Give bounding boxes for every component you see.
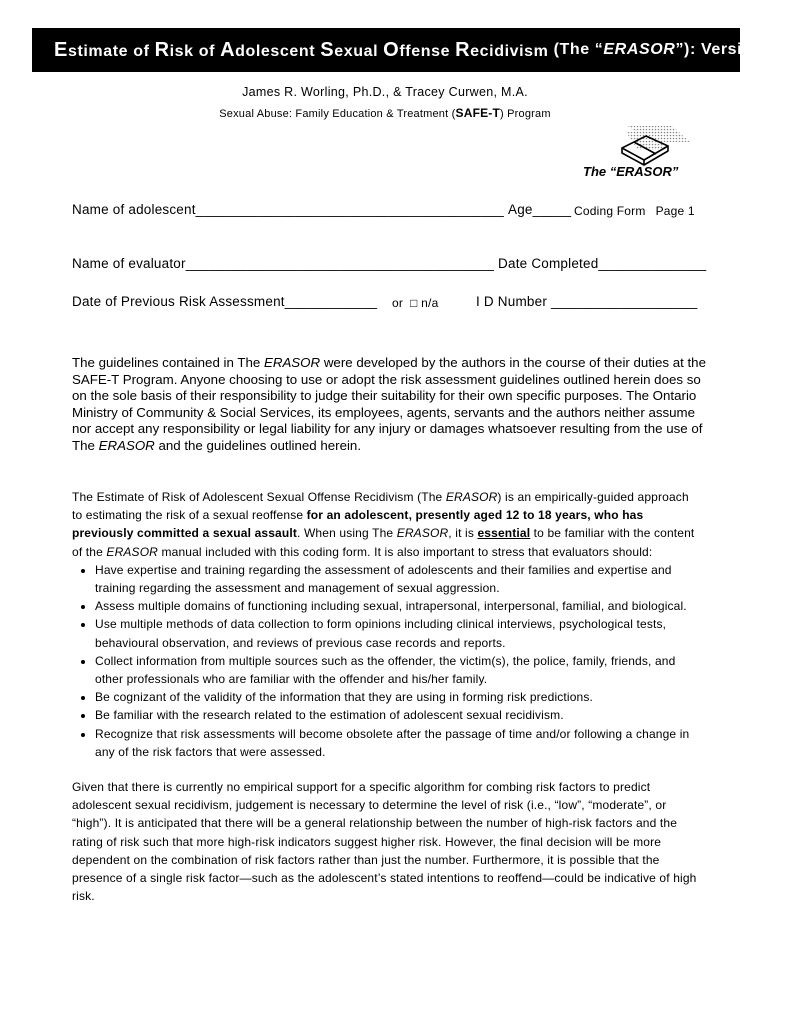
title-erasor: ERASOR [603,41,676,58]
list-item: • Assess multiple domains of functioning including sexual, intrapersonal, interpersonal, familial, and biological. [95,597,702,615]
title-version: ”): Version 2.0 [675,41,792,58]
disclaimer-erasor-2: ERASOR [98,437,155,453]
title-paren-open: (The “ [553,41,604,58]
logo-caption: The “ERASOR” [583,164,679,179]
title-word-3: Adolescent [220,38,316,61]
list-item: • Recognize that risk assessments will become obsolete after the passage of time and/or following a change in any of the risk factors that were assessed. [95,725,702,761]
intro-text-f: manual included with this coding form. It is also important to stress that evaluators should: [158,544,653,559]
adolescent-name-label: Name of adolescent [72,202,196,217]
previous-assessment-label: Date of Previous Risk Assessment [72,294,285,309]
intro-paragraph [72,488,702,561]
disclaimer-erasor-1: ERASOR [263,355,321,370]
previous-assessment-row [72,294,377,309]
list-item: • Be cognizant of the validity of the information that they are using in forming risk predictions. [95,688,702,706]
intro-text-d: , it is [448,526,478,541]
intro-essential: essential [477,526,531,541]
page-number: Page 1 [655,204,695,218]
erasor-logo-icon [612,122,692,170]
adolescent-name-row [72,202,571,217]
list-item: • Be familiar with the research related to the estimation of adolescent sexual recidivism. [95,706,702,724]
intro-erasor-2: ERASOR [396,526,449,541]
date-completed-label: Date Completed [498,256,599,271]
intro-erasor-1: ERASOR [445,490,498,504]
intro-text-a: The Estimate of Risk of Adolescent Sexual Offense Recidivism (The [72,490,446,504]
title-word-5: Offense [383,38,451,61]
evaluator-name-label: Name of evaluator [72,256,186,271]
evaluator-name-row [72,256,706,271]
age-label: Age [508,202,533,217]
intro-text-c: . When using The [296,526,397,541]
list-item: • Have expertise and training regarding the assessment of adolescents and their families and expertise and training regarding the assessment and management of sexual aggression. [95,561,702,597]
disclaimer-paragraph [72,355,712,455]
program-name [0,106,770,120]
title-word-2: Risk of [154,38,216,61]
id-number-label: I D Number [476,294,548,309]
previous-assessment-field[interactable]: ____________ [284,294,378,309]
na-checkbox[interactable]: □ [410,296,418,310]
age-field[interactable]: _____ [532,202,572,217]
intro-age-criteria: for an adolescent, presently aged 12 to 18 years, who has previously committed a sexual assault [72,508,644,541]
document-title [32,28,792,72]
title-word-1: Estimate of [54,38,150,61]
disclaimer-text-1: The guidelines contained in The [72,355,264,370]
id-number-row [476,294,697,309]
disclaimer-text-2: were developed by the authors in the course of their duties at the SAFE-T Program. Anyone choosing to use or adopt the risk assessment guidelines outlined herein does so on the sole basis of their responsibility to judge their suitability for their own specific purposes. The Ontario Ministry of Community & Social Services, its employees, agents, servants and the authors neither assume nor accept any responsibility or legal liability for any injury or damages whatsoever resulting from the use of The [72,355,706,453]
list-item: • Use multiple methods of data collection to form opinions including clinical interviews, psychological tests, behavioural observation, and reviews of previous case records and reports. [95,615,702,651]
title-word-4: Sexual [320,38,379,61]
intro-text-b: ) is an empirically-guided approach to estimating the risk of a sexual reoffense [72,490,689,523]
coding-form-text: Coding Form [574,204,646,218]
adolescent-name-field[interactable]: ________________________________________ [195,202,504,217]
intro-erasor-3: ERASOR [106,544,158,559]
title-word-6: Recidivism [455,38,549,61]
or-text: or [392,296,404,310]
na-text: n/a [421,296,439,310]
instructions-body [72,488,702,905]
date-completed-field[interactable]: ______________ [598,256,707,271]
id-number-field[interactable]: ___________________ [550,294,698,309]
program-suffix: ) Program [500,108,551,120]
na-option [392,296,438,310]
authors: James R. Worling, Ph.D., & Tracey Curwen, M.A. [242,85,528,99]
intro-text-e: to be familiar with the content of the [72,526,695,559]
coding-form-label [574,204,695,218]
program-prefix: Sexual Abuse: Family Education & Treatment ( [219,108,456,120]
closing-paragraph: Given that there is currently no empirical support for a specific algorithm for combing risk factors to predict adolescent sexual recidivism, judgement is necessary to determine the level of risk (i.e., “low”, “moderate”, or “high”). It is anticipated that there will be a general relationship between the number of high-risk factors and the rating of risk such that more high-risk indicators suggest higher risk. However, the final decision will be more dependent on the combination of risk factors rather than just the number. Furthermore, it is possible that the presence of a single risk factor—such as the adolescent’s stated intentions to reoffend—could be indicative of high risk. [72,780,697,904]
program-bold: SAFE-T [455,106,501,120]
evaluator-name-field[interactable]: ________________________________________ [185,256,495,271]
disclaimer-text-3: and the guidelines outlined herein. [154,437,362,453]
list-item: • Collect information from multiple sources such as the offender, the victim(s), the police, family, friends, and other professionals who are familiar with the offender and his/her family. [95,652,702,688]
evaluator-requirements-list [72,561,702,761]
